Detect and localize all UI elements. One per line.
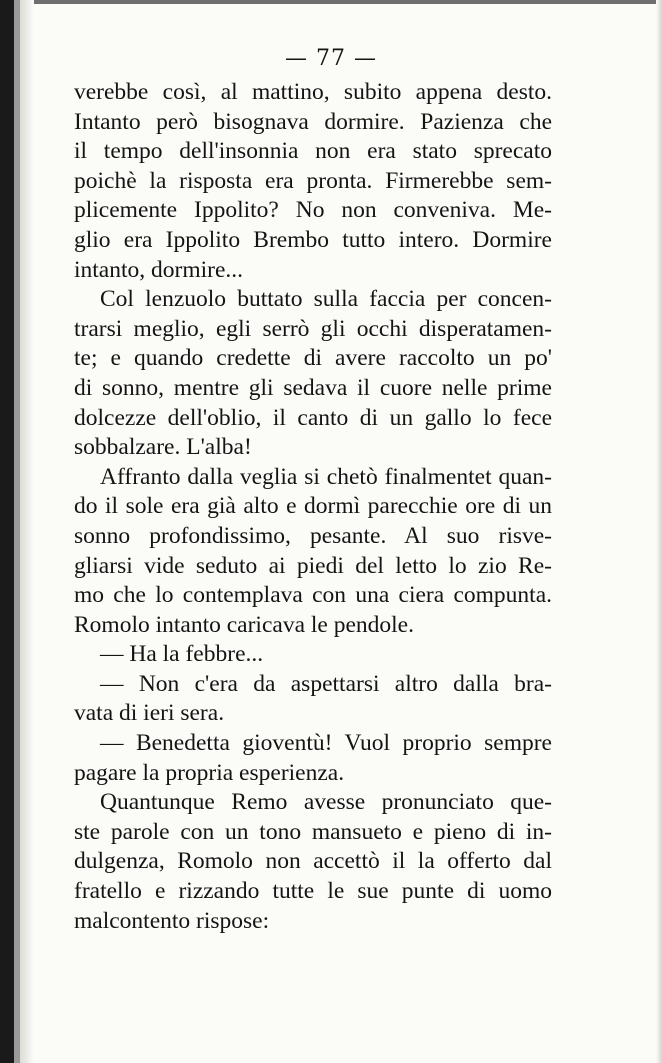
text-line: verebbe così, al mattino, subito appena desto. [74,79,552,105]
text-line: pagare la propria esperienza. [74,759,345,786]
paragraph [74,788,552,936]
text-line: vata di ieri sera. [74,700,225,727]
text-line: dolcezze dell'oblio, il canto di un gallo lo fece [74,404,552,431]
text-line: — Benedetta gioventù! Vuol proprio sempre [100,730,552,757]
paragraph [74,285,552,463]
paragraph [74,640,552,670]
text-line: — Non c'era da aspettarsi altro dalla bra- [100,670,552,697]
text-line: sonno profondissimo, pesante. Al suo risve- [74,522,552,549]
text-line: intanto, dormire... [74,256,244,283]
text-line: poichè la risposta era pronta. Firmerebbe sem- [74,167,552,194]
text-line: — Ha la febbre... [100,641,264,668]
body-text [74,78,552,936]
text-line: Quantunque Remo avesse pronunciato que- [100,789,552,816]
text-line: sobbalzare. L'alba! [74,434,252,461]
text-line: gliarsi vide seduto ai piedi del letto lo zio Re- [74,552,552,579]
text-line: malcontento rispose: [74,907,270,934]
page-right-edge [656,0,662,1063]
paragraph [74,670,552,729]
text-line: Affranto dalla veglia si chetò finalmentet quan- [100,463,552,490]
text-line: trarsi meglio, egli serrò gli occhi disperatamen- [74,315,552,342]
gutter-shadow [20,0,34,1063]
page-top-edge [0,0,662,4]
text-line: Intanto però bisognava dormire. Pazienza che [74,108,552,135]
page-number: — 77 — [285,46,377,71]
text-line: do il sole era già alto e dormì parecchie ore di un [74,493,552,520]
text-line: Col lenzuolo buttato sulla faccia per concen- [100,286,552,313]
text-line: ste parole con un tono mansueto e pieno di in- [74,818,552,845]
paragraph [74,729,552,788]
text-line: fratello e rizzando tutte le sue punte di uomo [74,878,552,905]
text-line: dulgenza, Romolo non accettò il la offerto dal [74,848,552,875]
paragraph [74,463,552,641]
text-line: te; e quando credette di avere raccolto un po' [74,345,552,372]
text-line: il tempo dell'insonnia non era stato sprecato [74,138,552,165]
text-line: Romolo intanto caricava le pendole. [74,611,414,638]
paragraph [74,78,552,285]
text-line: plicemente Ippolito? No non conveniva. Me- [74,197,552,224]
book-spine [0,0,14,1063]
text-line: glio era Ippolito Brembo tutto intero. Dormire [74,226,552,253]
text-line: mo che lo contemplava con una ciera compunta. [74,582,552,609]
text-line: di sonno, mentre gli sedava il cuore nelle prime [74,374,552,401]
